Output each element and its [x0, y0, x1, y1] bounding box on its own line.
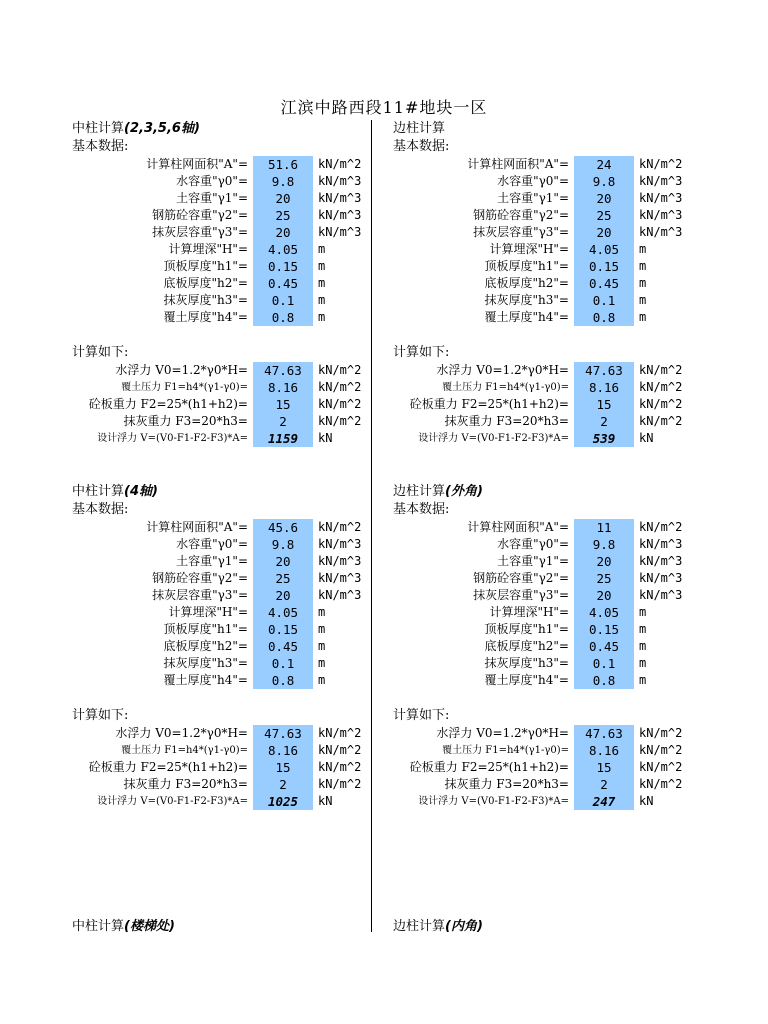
- input-unit: kN/m^2: [318, 157, 362, 171]
- input-row: [393, 173, 703, 190]
- calc-label-text: 砼板重力 F2=25*(h1+h2)=: [88, 397, 248, 411]
- input-value-cell[interactable]: 51.6: [253, 156, 313, 173]
- input-label: 计算埋深"H"=: [168, 605, 248, 619]
- input-label: 抹灰厚度"h3"=: [484, 656, 569, 670]
- calc-value-cell[interactable]: 8.16: [253, 742, 313, 759]
- input-label: 底板厚度"h2"=: [163, 639, 248, 653]
- calc-unit: kN/m^2: [318, 777, 362, 791]
- input-unit: kN/m^3: [318, 537, 362, 551]
- calc-value-cell[interactable]: 2: [574, 413, 634, 430]
- input-unit: m: [639, 673, 647, 687]
- input-label: 水容重"γ0"=: [176, 537, 248, 551]
- bottom-left-extra: (楼梯处): [124, 919, 175, 934]
- calc-row: [393, 362, 703, 379]
- input-value-cell[interactable]: 25: [253, 570, 313, 587]
- input-row: [393, 570, 703, 587]
- input-label: 顶板厚度"h1"=: [484, 622, 569, 636]
- input-row: [393, 672, 703, 689]
- spacer: [393, 326, 703, 344]
- input-value-cell[interactable]: 9.8: [253, 536, 313, 553]
- section-title-text: 中柱计算: [72, 484, 125, 499]
- input-value-cell[interactable]: 0.45: [253, 638, 313, 655]
- input-unit: kN/m^3: [639, 537, 683, 551]
- calc-label-text: 覆土压力 F1=h4*(γ1-γ0)=: [121, 382, 248, 393]
- input-label: 抹灰厚度"h3"=: [484, 293, 569, 307]
- input-unit: m: [318, 656, 326, 670]
- input-label: 抹灰层容重"γ3"=: [152, 588, 248, 602]
- input-label: 计算柱网面积"A"=: [467, 157, 569, 171]
- calc-label: 计算如下:: [72, 345, 129, 360]
- input-row: [72, 604, 382, 621]
- calc-unit: kN: [639, 431, 654, 445]
- section-middle-column-4: [72, 483, 382, 810]
- input-unit: m: [318, 259, 326, 273]
- calc-row: [393, 379, 703, 396]
- input-row: [393, 638, 703, 655]
- calc-label-text: 水浮力 V0=1.2*γ0*H=: [436, 363, 569, 377]
- design-buoyancy-value[interactable]: 539: [574, 430, 634, 447]
- input-label: 抹灰层容重"γ3"=: [473, 588, 569, 602]
- calc-row: [72, 793, 382, 810]
- section-edge-column-outer-corner: [393, 483, 703, 810]
- calc-value-cell[interactable]: 47.63: [574, 725, 634, 742]
- input-unit: m: [318, 605, 326, 619]
- calc-label: 计算如下:: [393, 708, 450, 723]
- section-title: [393, 483, 703, 501]
- calc-label-text: 抹灰重力 F3=20*h3=: [123, 777, 248, 791]
- calc-row: [72, 742, 382, 759]
- input-row: [72, 156, 382, 173]
- input-value-cell[interactable]: 0.45: [574, 638, 634, 655]
- calc-unit: kN/m^2: [318, 743, 362, 757]
- input-value-cell[interactable]: 45.6: [253, 519, 313, 536]
- input-label: 土容重"γ1"=: [176, 191, 248, 205]
- input-unit: m: [639, 259, 647, 273]
- input-label: 底板厚度"h2"=: [484, 276, 569, 290]
- input-label: 覆土厚度"h4"=: [484, 310, 569, 324]
- calc-value-cell[interactable]: 47.63: [253, 725, 313, 742]
- input-row: [72, 173, 382, 190]
- page-title: 江滨中路西段11#地块一区: [280, 98, 488, 117]
- calc-unit: kN/m^2: [639, 726, 683, 740]
- bottom-right-heading: [393, 915, 483, 934]
- calc-label: 计算如下:: [72, 708, 129, 723]
- calc-row: [393, 725, 703, 742]
- input-row: [393, 190, 703, 207]
- input-value-cell[interactable]: 9.8: [574, 173, 634, 190]
- calc-label: 计算如下:: [393, 345, 450, 360]
- calc-unit: kN/m^2: [318, 414, 362, 428]
- input-row: [393, 553, 703, 570]
- input-label: 顶板厚度"h1"=: [163, 259, 248, 273]
- calc-label-text: 设计浮力 V=(V0-F1-F2-F3)*A=: [418, 433, 569, 444]
- input-row: [393, 156, 703, 173]
- input-unit: kN/m^3: [639, 174, 683, 188]
- input-label: 顶板厚度"h1"=: [163, 622, 248, 636]
- section-title-text: 边柱计算: [393, 484, 446, 499]
- calc-value-cell[interactable]: 15: [253, 396, 313, 413]
- input-unit: kN/m^3: [318, 571, 362, 585]
- calc-row: [393, 396, 703, 413]
- calc-label-text: 设计浮力 V=(V0-F1-F2-F3)*A=: [97, 796, 248, 807]
- input-value-cell[interactable]: 0.8: [253, 309, 313, 326]
- calc-label-text: 砼板重力 F2=25*(h1+h2)=: [409, 397, 569, 411]
- input-value-cell[interactable]: 25: [574, 570, 634, 587]
- calc-label-text: 砼板重力 F2=25*(h1+h2)=: [88, 760, 248, 774]
- calc-row: [393, 793, 703, 810]
- input-row: [393, 224, 703, 241]
- section-edge-column: [393, 120, 703, 447]
- input-unit: m: [639, 656, 647, 670]
- input-row: [72, 190, 382, 207]
- input-value-cell[interactable]: 20: [574, 587, 634, 604]
- calc-label-text: 水浮力 V0=1.2*γ0*H=: [115, 726, 248, 740]
- input-label: 土容重"γ1"=: [176, 554, 248, 568]
- calc-label-text: 抹灰重力 F3=20*h3=: [123, 414, 248, 428]
- input-value-cell[interactable]: 0.15: [253, 621, 313, 638]
- input-value-cell[interactable]: 0.1: [253, 655, 313, 672]
- basic-data-label: 基本数据:: [393, 502, 450, 517]
- calc-row: [72, 413, 382, 430]
- calc-unit: kN/m^2: [639, 777, 683, 791]
- calc-row: [393, 430, 703, 447]
- input-row: [393, 258, 703, 275]
- input-value-cell[interactable]: 11: [574, 519, 634, 536]
- input-label: 水容重"γ0"=: [176, 174, 248, 188]
- input-label: 土容重"γ1"=: [497, 554, 569, 568]
- calc-unit: kN/m^2: [639, 760, 683, 774]
- section-title: [393, 120, 703, 138]
- calc-label-text: 水浮力 V0=1.2*γ0*H=: [436, 726, 569, 740]
- calc-value-cell[interactable]: 8.16: [574, 379, 634, 396]
- calc-unit: kN/m^2: [318, 380, 362, 394]
- calc-row: [72, 379, 382, 396]
- input-row: [393, 655, 703, 672]
- input-unit: kN/m^3: [639, 225, 683, 239]
- bottom-left-title: 中柱计算: [72, 919, 125, 934]
- input-label: 计算埋深"H"=: [489, 605, 569, 619]
- input-row: [72, 224, 382, 241]
- input-value-cell[interactable]: 20: [253, 224, 313, 241]
- calc-unit: kN/m^2: [318, 760, 362, 774]
- input-value-cell[interactable]: 0.1: [253, 292, 313, 309]
- calc-unit: kN: [318, 794, 333, 808]
- input-row: [72, 275, 382, 292]
- section-middle-column-2356: [72, 120, 382, 447]
- calc-value-cell[interactable]: 15: [574, 759, 634, 776]
- input-value-cell[interactable]: 0.8: [574, 672, 634, 689]
- input-row: [72, 207, 382, 224]
- input-value-cell[interactable]: 4.05: [253, 241, 313, 258]
- input-value-cell[interactable]: 0.1: [574, 292, 634, 309]
- input-unit: kN/m^3: [318, 225, 362, 239]
- section-title-text: 边柱计算: [393, 121, 446, 136]
- input-value-cell[interactable]: 0.45: [574, 275, 634, 292]
- input-unit: kN/m^3: [318, 554, 362, 568]
- input-unit: m: [318, 293, 326, 307]
- input-row: [393, 241, 703, 258]
- design-buoyancy-value[interactable]: 247: [574, 793, 634, 810]
- input-row: [72, 292, 382, 309]
- design-buoyancy-value[interactable]: 1025: [253, 793, 313, 810]
- input-label: 钢筋砼容重"γ2"=: [152, 571, 248, 585]
- section-title: [72, 483, 382, 501]
- calc-value-cell[interactable]: 2: [253, 413, 313, 430]
- bottom-left-heading: [72, 915, 175, 934]
- section-title-text: 中柱计算: [72, 121, 125, 136]
- input-unit: m: [639, 276, 647, 290]
- section-title-extra: (外角): [445, 484, 483, 499]
- input-value-cell[interactable]: 4.05: [253, 604, 313, 621]
- input-unit: m: [639, 242, 647, 256]
- input-row: [72, 638, 382, 655]
- input-label: 抹灰厚度"h3"=: [163, 656, 248, 670]
- input-unit: m: [318, 639, 326, 653]
- input-row: [393, 275, 703, 292]
- spacer: [393, 689, 703, 707]
- basic-data-label: 基本数据:: [72, 139, 129, 154]
- input-row: [393, 604, 703, 621]
- input-unit: m: [318, 276, 326, 290]
- calc-label-text: 水浮力 V0=1.2*γ0*H=: [115, 363, 248, 377]
- input-unit: m: [639, 310, 647, 324]
- input-value-cell[interactable]: 20: [574, 224, 634, 241]
- calc-row: [393, 776, 703, 793]
- input-unit: kN/m^2: [639, 157, 683, 171]
- input-unit: m: [318, 242, 326, 256]
- calc-label-text: 覆土压力 F1=h4*(γ1-γ0)=: [121, 745, 248, 756]
- input-row: [72, 309, 382, 326]
- spacer: [72, 689, 382, 707]
- calc-row: [393, 413, 703, 430]
- calc-unit: kN/m^2: [639, 414, 683, 428]
- input-value-cell[interactable]: 0.8: [574, 309, 634, 326]
- calc-value-cell[interactable]: 8.16: [253, 379, 313, 396]
- input-unit: m: [318, 622, 326, 636]
- input-row: [72, 553, 382, 570]
- input-unit: kN/m^2: [639, 520, 683, 534]
- input-label: 覆土厚度"h4"=: [163, 673, 248, 687]
- input-row: [393, 519, 703, 536]
- input-value-cell[interactable]: 20: [253, 190, 313, 207]
- input-unit: kN/m^3: [318, 588, 362, 602]
- calc-row: [72, 362, 382, 379]
- input-label: 计算柱网面积"A"=: [146, 520, 248, 534]
- bottom-right-title: 边柱计算: [393, 919, 446, 934]
- input-value-cell[interactable]: 25: [574, 207, 634, 224]
- calc-label-text: 覆土压力 F1=h4*(γ1-γ0)=: [442, 382, 569, 393]
- section-title-extra: (4轴): [124, 484, 158, 499]
- basic-data-label: 基本数据:: [393, 139, 450, 154]
- input-unit: m: [639, 605, 647, 619]
- input-value-cell[interactable]: 0.8: [253, 672, 313, 689]
- calc-unit: kN: [639, 794, 654, 808]
- calc-label-text: 设计浮力 V=(V0-F1-F2-F3)*A=: [97, 433, 248, 444]
- calc-label-text: 抹灰重力 F3=20*h3=: [444, 414, 569, 428]
- input-row: [72, 519, 382, 536]
- input-label: 计算柱网面积"A"=: [146, 157, 248, 171]
- section-title: [72, 120, 382, 138]
- input-value-cell[interactable]: 0.15: [574, 258, 634, 275]
- input-unit: kN/m^3: [639, 571, 683, 585]
- calc-row: [72, 776, 382, 793]
- calc-unit: kN/m^2: [318, 726, 362, 740]
- input-row: [72, 258, 382, 275]
- basic-data-label: 基本数据:: [72, 502, 129, 517]
- calc-value-cell[interactable]: 2: [253, 776, 313, 793]
- calc-row: [393, 742, 703, 759]
- input-unit: kN/m^3: [639, 554, 683, 568]
- input-value-cell[interactable]: 4.05: [574, 604, 634, 621]
- calc-unit: kN/m^2: [639, 743, 683, 757]
- input-row: [393, 536, 703, 553]
- input-unit: m: [639, 639, 647, 653]
- input-value-cell[interactable]: 0.45: [253, 275, 313, 292]
- calc-unit: kN/m^2: [639, 380, 683, 394]
- input-label: 水容重"γ0"=: [497, 174, 569, 188]
- input-unit: kN/m^3: [639, 191, 683, 205]
- input-value-cell[interactable]: 0.15: [253, 258, 313, 275]
- calc-value-cell[interactable]: 15: [253, 759, 313, 776]
- calc-label-text: 覆土压力 F1=h4*(γ1-γ0)=: [442, 745, 569, 756]
- input-row: [393, 621, 703, 638]
- input-label: 水容重"γ0"=: [497, 537, 569, 551]
- input-value-cell[interactable]: 0.1: [574, 655, 634, 672]
- input-row: [393, 309, 703, 326]
- input-value-cell[interactable]: 20: [574, 553, 634, 570]
- input-row: [393, 292, 703, 309]
- calc-row: [72, 725, 382, 742]
- input-label: 抹灰层容重"γ3"=: [152, 225, 248, 239]
- calc-unit: kN/m^2: [318, 363, 362, 377]
- calc-row: [72, 396, 382, 413]
- calc-row: [72, 759, 382, 776]
- calc-unit: kN/m^2: [639, 363, 683, 377]
- input-row: [393, 207, 703, 224]
- input-label: 抹灰层容重"γ3"=: [473, 225, 569, 239]
- input-label: 计算柱网面积"A"=: [467, 520, 569, 534]
- input-value-cell[interactable]: 24: [574, 156, 634, 173]
- input-row: [72, 672, 382, 689]
- input-row: [393, 587, 703, 604]
- input-label: 计算埋深"H"=: [489, 242, 569, 256]
- input-unit: m: [318, 310, 326, 324]
- input-unit: kN/m^3: [318, 191, 362, 205]
- input-value-cell[interactable]: 9.8: [253, 173, 313, 190]
- calc-unit: kN/m^2: [639, 397, 683, 411]
- input-unit: m: [318, 673, 326, 687]
- design-buoyancy-value[interactable]: 1159: [253, 430, 313, 447]
- calc-unit: kN/m^2: [318, 397, 362, 411]
- calc-row: [72, 430, 382, 447]
- input-value-cell[interactable]: 0.15: [574, 621, 634, 638]
- input-label: 顶板厚度"h1"=: [484, 259, 569, 273]
- input-label: 覆土厚度"h4"=: [163, 310, 248, 324]
- input-label: 覆土厚度"h4"=: [484, 673, 569, 687]
- input-label: 土容重"γ1"=: [497, 191, 569, 205]
- calc-unit: kN: [318, 431, 333, 445]
- spacer: [72, 326, 382, 344]
- calc-value-cell[interactable]: 47.63: [574, 362, 634, 379]
- bottom-right-extra: (内角): [445, 919, 483, 934]
- section-title-extra: (2,3,5,6轴): [124, 121, 200, 136]
- input-unit: kN/m^3: [318, 174, 362, 188]
- input-value-cell[interactable]: 20: [574, 190, 634, 207]
- input-value-cell[interactable]: 20: [253, 587, 313, 604]
- input-unit: m: [639, 622, 647, 636]
- calc-value-cell[interactable]: 47.63: [253, 362, 313, 379]
- input-row: [72, 655, 382, 672]
- input-row: [72, 621, 382, 638]
- calc-row: [393, 759, 703, 776]
- input-row: [72, 570, 382, 587]
- input-value-cell[interactable]: 20: [253, 553, 313, 570]
- input-value-cell[interactable]: 4.05: [574, 241, 634, 258]
- input-label: 底板厚度"h2"=: [163, 276, 248, 290]
- input-label: 钢筋砼容重"γ2"=: [473, 571, 569, 585]
- calc-label-text: 抹灰重力 F3=20*h3=: [444, 777, 569, 791]
- calc-value-cell[interactable]: 15: [574, 396, 634, 413]
- input-unit: kN/m^3: [639, 588, 683, 602]
- input-label: 抹灰厚度"h3"=: [163, 293, 248, 307]
- input-label: 底板厚度"h2"=: [484, 639, 569, 653]
- calc-value-cell[interactable]: 8.16: [574, 742, 634, 759]
- input-row: [72, 536, 382, 553]
- calc-label-text: 设计浮力 V=(V0-F1-F2-F3)*A=: [418, 796, 569, 807]
- calc-label-text: 砼板重力 F2=25*(h1+h2)=: [409, 760, 569, 774]
- input-unit: kN/m^3: [318, 208, 362, 222]
- input-row: [72, 587, 382, 604]
- input-unit: m: [639, 293, 647, 307]
- input-value-cell[interactable]: 25: [253, 207, 313, 224]
- calc-value-cell[interactable]: 2: [574, 776, 634, 793]
- input-unit: kN/m^2: [318, 520, 362, 534]
- input-label: 钢筋砼容重"γ2"=: [152, 208, 248, 222]
- input-row: [72, 241, 382, 258]
- input-label: 钢筋砼容重"γ2"=: [473, 208, 569, 222]
- input-value-cell[interactable]: 9.8: [574, 536, 634, 553]
- input-unit: kN/m^3: [639, 208, 683, 222]
- input-label: 计算埋深"H"=: [168, 242, 248, 256]
